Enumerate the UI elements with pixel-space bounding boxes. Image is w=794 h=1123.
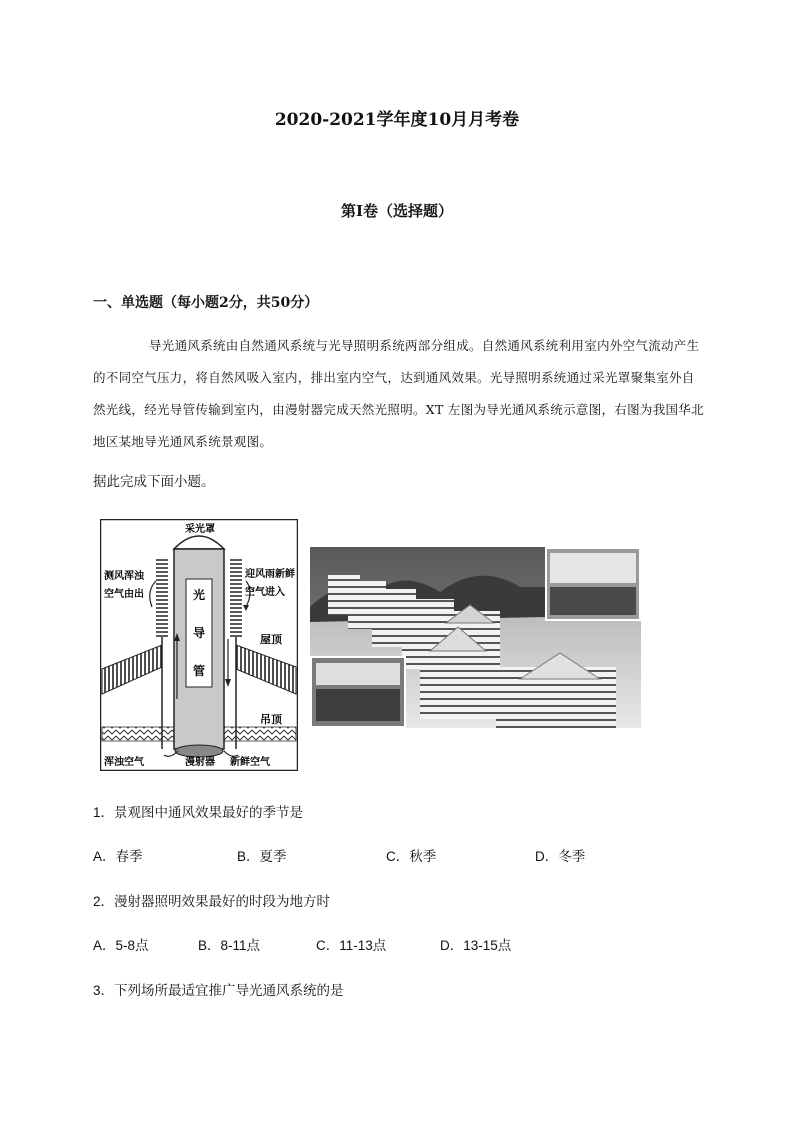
- ventilation-system-diagram: [100, 519, 298, 771]
- question-2-option-a[interactable]: A．5-8点: [93, 938, 149, 953]
- diagram-tube-char-1: 光: [192, 588, 206, 602]
- diagram-label-exhaust-1: 测风浑浊: [104, 571, 144, 582]
- landscape-photo: [310, 547, 641, 728]
- passage-lead: 据此完成下面小题。: [93, 474, 215, 489]
- question-2-option-d[interactable]: D．13-15点: [440, 938, 512, 953]
- diagram-label-exhaust-2: 空气由出: [104, 589, 144, 600]
- diagram-label-roof: 屋顶: [260, 633, 282, 646]
- section-heading: 一、单选题（每小题2分，共50分）: [93, 295, 319, 311]
- diagram-label-intake-1: 迎风雨新鲜: [245, 569, 295, 580]
- diagram-label-stale-air: 浑浊空气: [104, 757, 144, 768]
- diagram-label-dome: 采光罩: [185, 524, 215, 535]
- question-1-stem: 1．景观图中通风效果最好的季节是: [93, 805, 304, 820]
- diagram-label-diffuser: 漫射器: [185, 757, 215, 768]
- passage-text: 导光通风系统由自然通风系统与光导照明系统两部分组成。自然通风系统利用室内外空气流动产生的不同空气压力，将自然风吸入室内，排出室内空气，达到通风效果。光导照明系统通过采光罩聚集室外自然光线，经光导管传输到室内，由漫射器完成天然光照明。XT 左图为导光通风系统示意图，右图为我国华北地区某地导光通风系统景观图。: [93, 338, 704, 449]
- question-1-option-c[interactable]: C．秋季: [386, 849, 437, 864]
- diagram-label-ceiling: 吊顶: [260, 713, 282, 726]
- diagram-label-intake-2: 空气进入: [245, 587, 285, 598]
- question-1-option-b[interactable]: B．夏季: [237, 849, 287, 864]
- diagram-tube-char-2: 导: [192, 626, 206, 640]
- question-2-option-b[interactable]: B．8-11点: [198, 938, 261, 953]
- question-3-stem: 3．下列场所最适宜推广导光通风系统的是: [93, 983, 344, 998]
- diagram-tube-char-3: 管: [192, 664, 206, 678]
- diagram-label-fresh-air: 新鲜空气: [230, 757, 270, 768]
- question-1-option-a[interactable]: A．春季: [93, 849, 143, 864]
- question-2-stem: 2．漫射器照明效果最好的时段为地方时: [93, 894, 331, 909]
- volume-subtitle: 第I卷（选择题）: [340, 202, 454, 220]
- question-1-option-d[interactable]: D．冬季: [535, 849, 586, 864]
- page-title: 2020-2021学年度10月月考卷: [274, 110, 520, 130]
- question-2-option-c[interactable]: C．11-13点: [316, 938, 387, 953]
